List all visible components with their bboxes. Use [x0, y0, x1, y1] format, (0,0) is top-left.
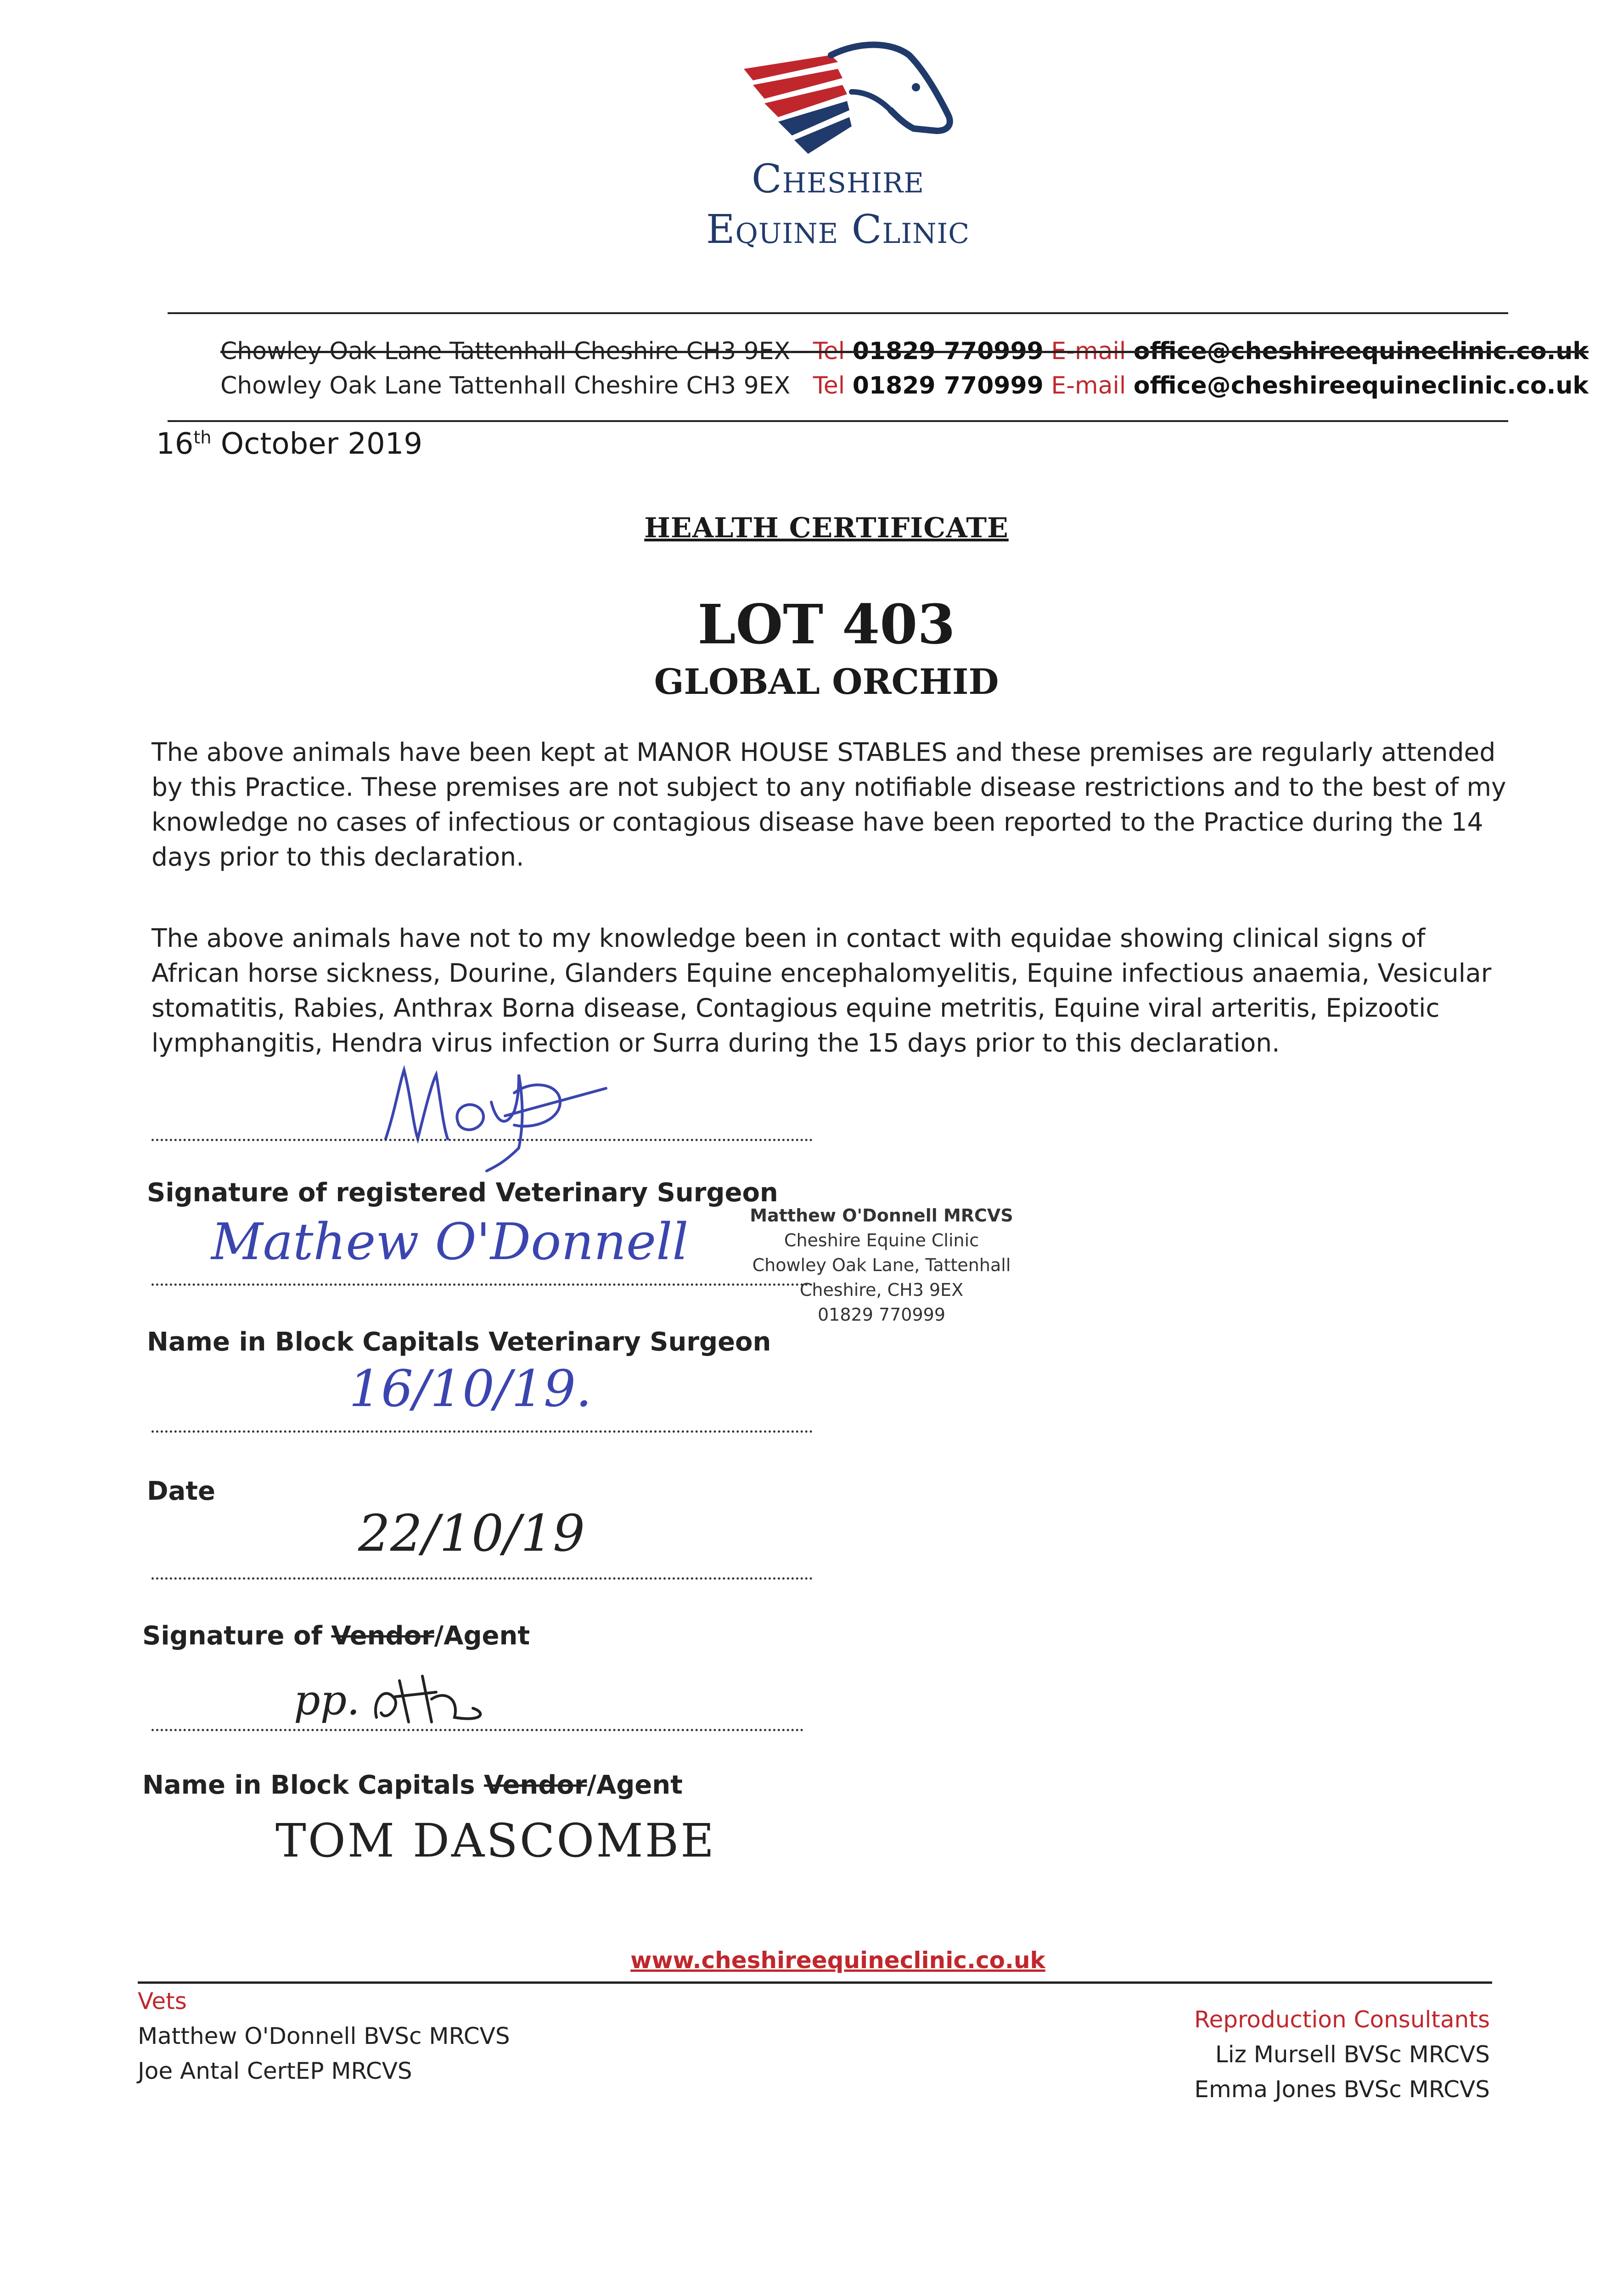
vets-heading: Vets: [138, 1988, 187, 2015]
agent-signature-line: [152, 1729, 803, 1731]
date-day: 16: [156, 427, 194, 461]
email-address: office@cheshireequineclinic.co.uk: [1133, 372, 1589, 400]
vet-signature-label: Signature of registered Veterinary Surgeon: [147, 1178, 778, 1208]
vet-entry: Joe Antal CertEP MRCVS: [138, 2058, 412, 2084]
reproduction-consultants-list: [1194, 2002, 1490, 2107]
brand-line-2: Equine Clinic: [706, 207, 970, 253]
repro-heading: Reproduction Consultants: [1194, 2006, 1490, 2033]
label-suffix: /Agent: [587, 1770, 683, 1800]
address-line-struck: [220, 338, 1589, 365]
repro-entry: Emma Jones BVSc MRCVS: [1194, 2076, 1490, 2103]
vet-signature-scribble: [367, 1056, 624, 1176]
tel-label: Tel: [813, 338, 845, 365]
agent-signature-label: [142, 1621, 530, 1651]
email-label: E-mail: [1051, 338, 1126, 365]
address-text: Chowley Oak Lane Tattenhall Cheshire CH3 9EX: [220, 338, 791, 365]
tel-number: 01829 770999: [852, 372, 1044, 400]
tel-number: 01829 770999: [852, 338, 1044, 365]
label-prefix: Signature of: [142, 1621, 322, 1651]
stamp-line: Chowley Oak Lane, Tattenhall: [752, 1255, 1011, 1275]
certificate-title: HEALTH CERTIFICATE: [644, 512, 1009, 544]
email-label: E-mail: [1051, 372, 1126, 400]
repro-entry: Liz Mursell BVSc MRCVS: [1215, 2041, 1490, 2068]
vet-date-handwritten: 16/10/19.: [349, 1359, 592, 1418]
label-prefix: Name in Block Capitals: [142, 1770, 475, 1800]
email-address: office@cheshireequineclinic.co.uk: [1133, 338, 1589, 365]
address-text: Chowley Oak Lane Tattenhall Cheshire CH3 9EX: [220, 372, 791, 400]
website-link[interactable]: www.cheshireequineclinic.co.uk: [630, 1947, 1045, 1974]
vet-name-handwritten: Mathew O'Donnell: [211, 1212, 689, 1271]
vet-entry: Matthew O'Donnell BVSc MRCVS: [138, 2023, 510, 2049]
vet-stamp: [716, 1203, 1047, 1327]
contact-declaration: The above animals have not to my knowledge been in contact with equidae showing clinical signs of African horse sickness, Dourine, Glanders Equine encephalomyelitis, Equine infectious anaemia, Vesicular stomatitis, Rabies, Anthrax Borna disease, Contagious equine metritis, Equine viral arteritis, Epizootic lymphangitis, Hendra virus infection or Surra during the 15 days prior to this declaration.: [152, 923, 1492, 1058]
date-label: Date: [147, 1476, 216, 1506]
struck-vendor: Vendor: [484, 1770, 587, 1800]
stamp-line: 01829 770999: [817, 1305, 946, 1325]
label-suffix: /Agent: [434, 1621, 530, 1651]
date-suffix: th: [193, 427, 212, 448]
stamp-line: Matthew O'Donnell MRCVS: [750, 1205, 1013, 1226]
agent-name-handwritten: TOM DASCOMBE: [275, 1814, 716, 1868]
vet-name-label: Name in Block Capitals Veterinary Surgeon: [147, 1327, 771, 1357]
clinic-brand-name: [551, 154, 1125, 255]
document-date: [156, 427, 422, 461]
header-rule-top: [168, 312, 1508, 314]
agent-date-handwritten: 22/10/19: [358, 1504, 585, 1563]
struck-vendor: Vendor: [331, 1621, 434, 1651]
stamp-line: Cheshire, CH3 9EX: [799, 1280, 964, 1300]
date-month-year: October 2019: [220, 427, 423, 461]
vet-date-line: [152, 1430, 813, 1433]
header-rule-bottom: [168, 420, 1508, 422]
brand-line-1: Cheshire: [751, 156, 925, 202]
stamp-line: Cheshire Equine Clinic: [784, 1230, 979, 1250]
agent-date-line: [152, 1577, 813, 1580]
address-line: [220, 372, 1589, 400]
lot-number: LOT 403: [697, 592, 955, 656]
tel-label: Tel: [813, 372, 845, 400]
agent-signature-scribble: [367, 1671, 496, 1736]
vet-name-line: [152, 1283, 813, 1286]
vet-signature-line: [152, 1139, 813, 1141]
agent-name-label: [142, 1770, 683, 1800]
vets-list: [138, 1984, 510, 2088]
agent-signature-prefix: pp.: [294, 1676, 360, 1724]
horse-name: GLOBAL ORCHID: [654, 661, 999, 702]
premises-declaration: The above animals have been kept at MANOR HOUSE STABLES and these premises are regularly attended by this Practice. These premises are not subject to any notifiable disease restrictions and to the best of my knowledge no cases of infectious or contagious disease have been reported to the Practice during the 14 days prior to this declaration.: [152, 737, 1506, 872]
